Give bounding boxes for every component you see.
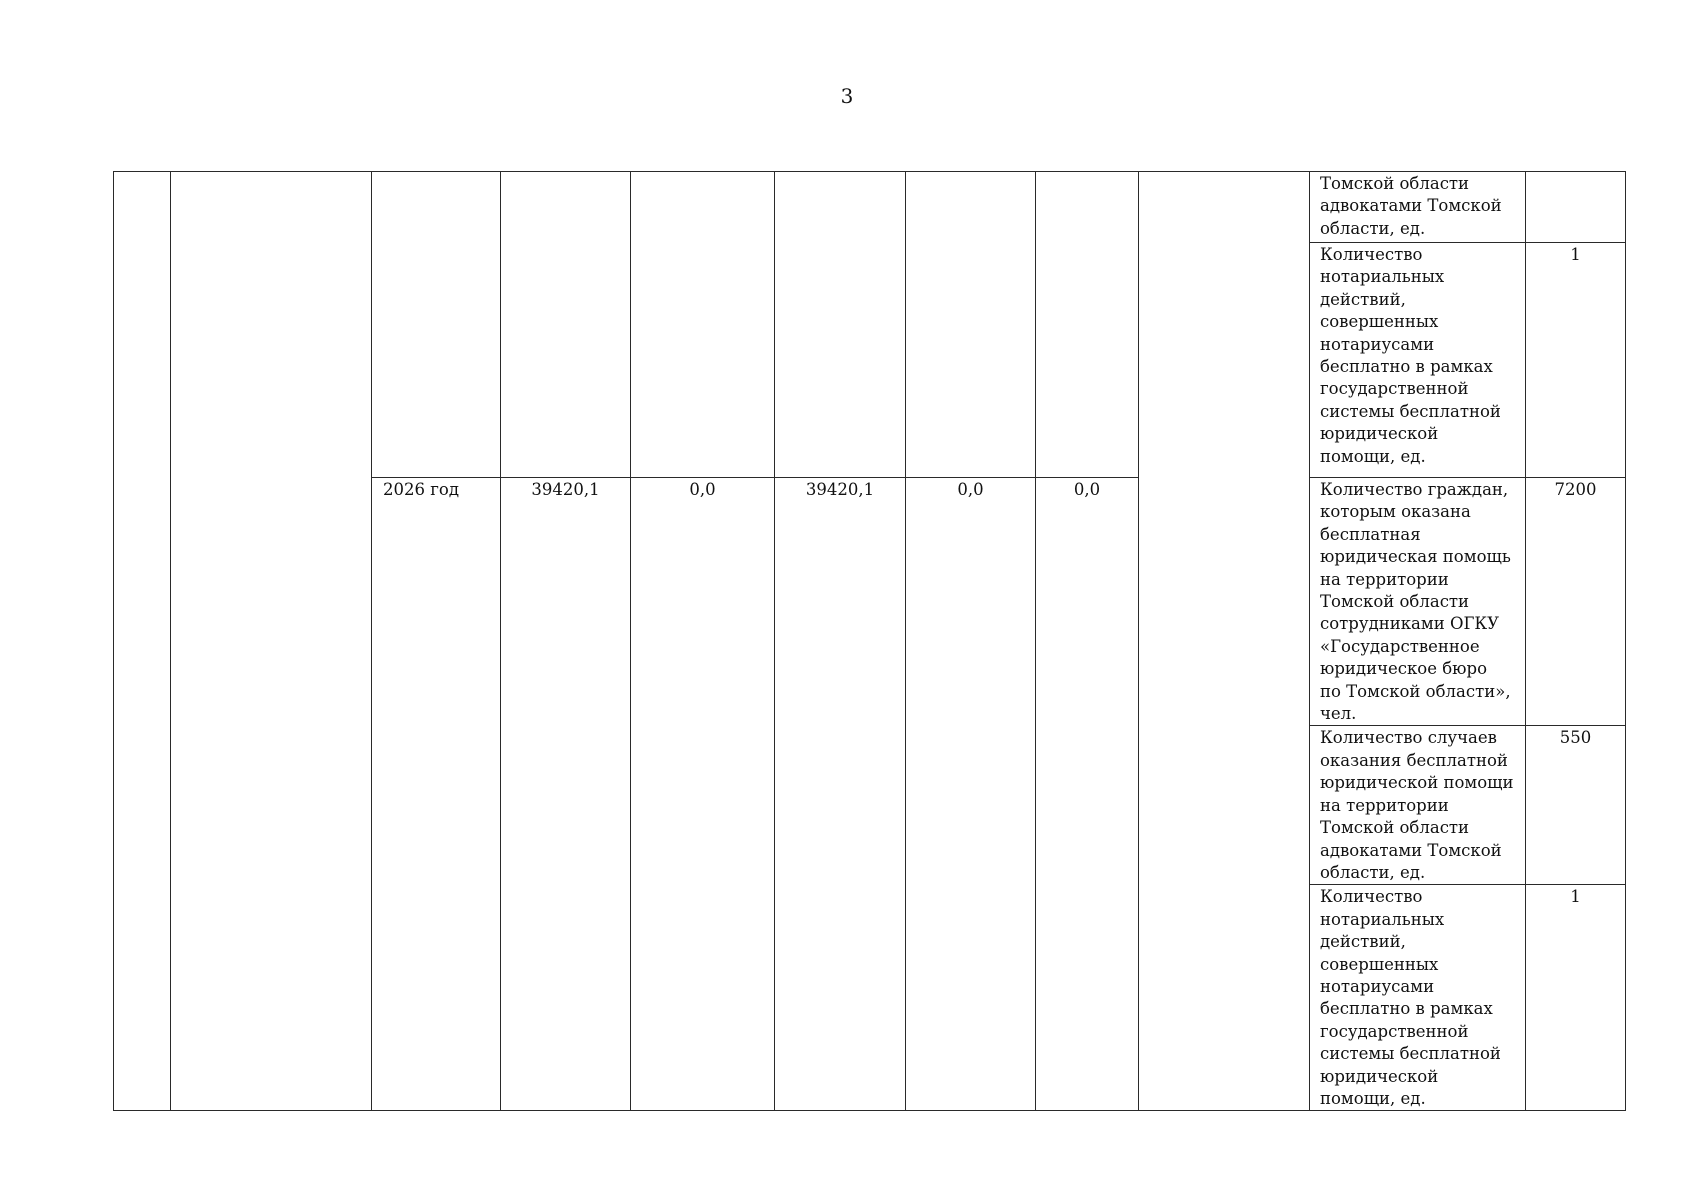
indicator-value: 550 <box>1526 726 1626 885</box>
local-cell-prev <box>906 172 1036 478</box>
total-cell-prev <box>501 172 631 478</box>
table-row <box>114 172 1626 243</box>
federal-funding-cell: 0,0 <box>631 478 775 1111</box>
period-cell-prev <box>372 172 501 478</box>
indicator-value <box>1526 172 1626 243</box>
indicator-name: Количество нотариальных действий, совершенных нотариусами бесплатно в рамках государственной системы бесплатной юридической помощи, ед. <box>1310 243 1526 478</box>
measure-name-cell <box>171 172 372 1111</box>
program-funding-table <box>113 171 1626 1111</box>
indicator-name: Количество нотариальных действий, совершенных нотариусами бесплатно в рамках государственной системы бесплатной юридической помощи, ед. <box>1310 885 1526 1111</box>
indicator-value: 1 <box>1526 243 1626 478</box>
regional-funding-cell: 39420,1 <box>775 478 906 1111</box>
other-cell-prev <box>1036 172 1139 478</box>
row-number-cell <box>114 172 171 1111</box>
other-funding-cell: 0,0 <box>1036 478 1139 1111</box>
indicator-name: Томской области адвокатами Томской области, ед. <box>1310 172 1526 243</box>
indicator-value: 1 <box>1526 885 1626 1111</box>
indicator-name: Количество граждан, которым оказана бесплатная юридическая помощь на территории Томской области сотрудниками ОГКУ «Государственное юридическое бюро по Томской области», чел. <box>1310 478 1526 726</box>
indicator-value: 7200 <box>1526 478 1626 726</box>
page-number: 3 <box>840 84 854 108</box>
regional-cell-prev <box>775 172 906 478</box>
indicator-name: Количество случаев оказания бесплатной юридической помощи на территории Томской области адвокатами Томской области, ед. <box>1310 726 1526 885</box>
executor-cell <box>1139 172 1310 1111</box>
total-funding-cell: 39420,1 <box>501 478 631 1111</box>
local-funding-cell: 0,0 <box>906 478 1036 1111</box>
year-cell: 2026 год <box>372 478 501 1111</box>
federal-cell-prev <box>631 172 775 478</box>
